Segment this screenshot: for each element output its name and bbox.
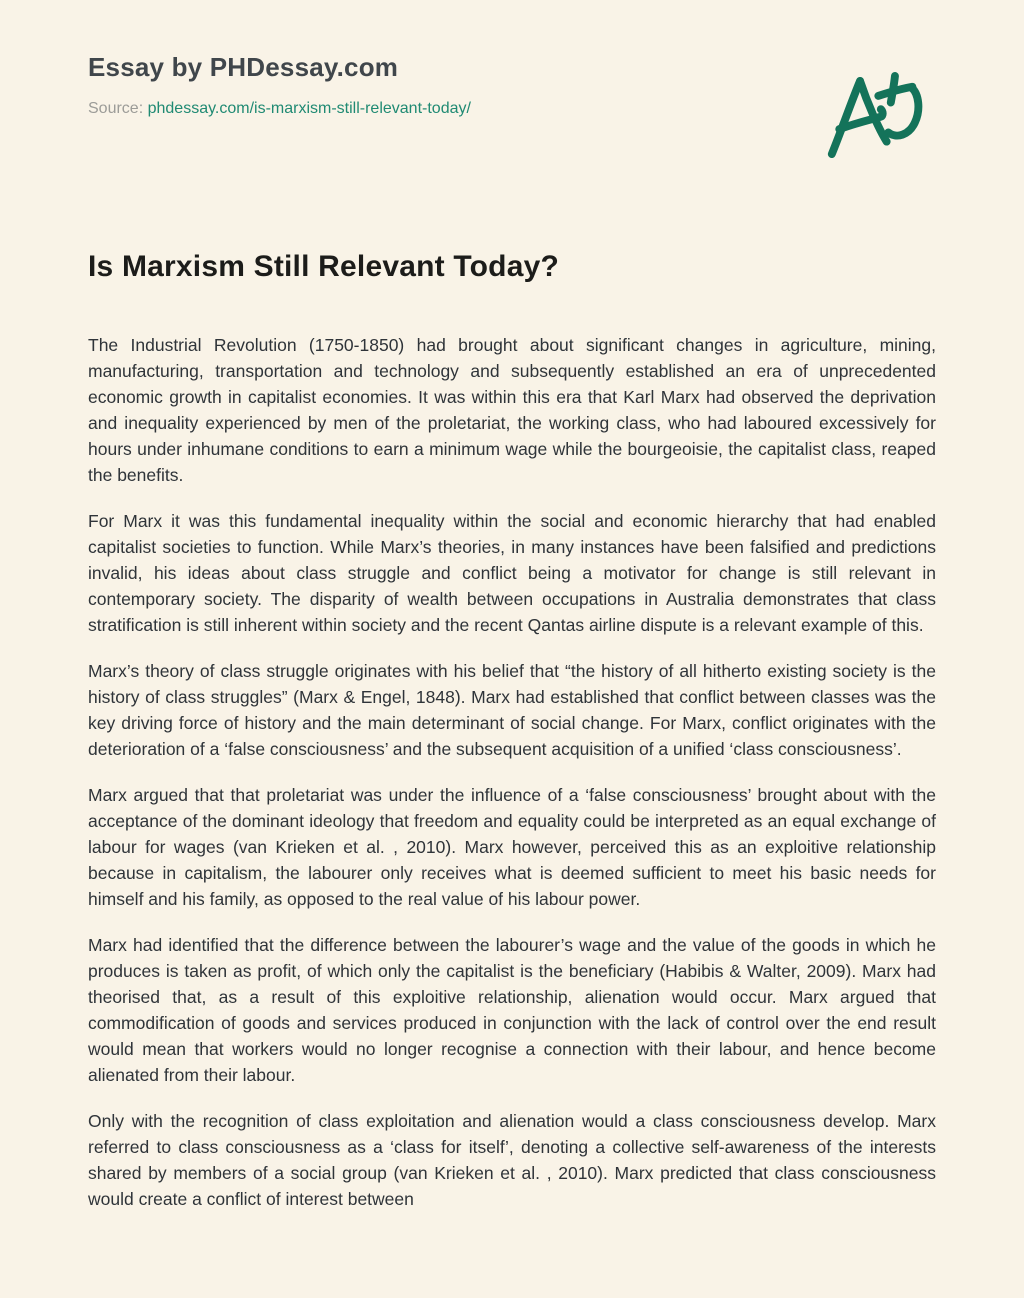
essay-title: Is Marxism Still Relevant Today? — [88, 250, 559, 283]
a-plus-logo-icon — [826, 64, 934, 176]
essay-paragraph: Marx argued that that proletariat was under the influence of a ‘false consciousness’ brought about with the acceptance of the dominant ideology that freedom and equality could be interpreted as an equal exchange of labour for wages (van Krieken et al. , 2010). Marx however, perceived this as an exploitive relationship because in capitalism, the labourer only receives what is deemed sufficient to meet his basic needs for himself and his family, as opposed to the real value of his labour power. — [88, 784, 936, 909]
essay-paragraph: Only with the recognition of class exploitation and alienation would a class consciousness develop. Marx referred to class consciousness as a ‘class for itself’, denoting a collective self-awareness of the interests shared by members of a social group (van Krieken et al. , 2010). Marx predicted that class consciousness would create a conflict of interest between — [88, 1110, 936, 1209]
source-line — [88, 100, 471, 118]
source-label: Source: — [88, 100, 144, 118]
essay-paragraph: Marx’s theory of class struggle originates with his belief that “the history of all hitherto existing society is the history of class struggles” (Marx & Engel, 1848). Marx had established that conflict between classes was the key driving force of history and the main determinant of social change. For Marx, conflict originates with the deterioration of a ‘false consciousness’ and the subsequent acquisition of a unified ‘class consciousness’. — [88, 660, 936, 759]
essay-paragraph: The Industrial Revolution (1750-1850) had brought about significant changes in agriculture, mining, manufacturing, transportation and technology and subsequently established an era of unprecedented economic growth in capitalist economies. It was within this era that Karl Marx had observed the deprivation and inequality experienced by men of the proletariat, the working class, who had laboured excessively for hours under inhumane conditions to earn a minimum wage while the bourgeoisie, the capitalist class, reaped the benefits. — [88, 334, 936, 485]
logo-container — [826, 64, 934, 176]
essay-paragraph: For Marx it was this fundamental inequality within the social and economic hierarchy that had enabled capitalist societies to function. While Marx’s theories, in many instances have been falsified and predictions invalid, his ideas about class struggle and conflict being a motivator for change is still relevant in contemporary society. The disparity of wealth between occupations in Australia demonstrates that class stratification is still inherent within society and the recent Qantas airline dispute is a relevant example of this. — [88, 510, 936, 635]
site-header-title: Essay by PHDessay.com — [88, 52, 399, 82]
source-link[interactable]: phdessay.com/is-marxism-still-relevant-today/ — [147, 100, 471, 118]
header-text-block — [88, 52, 471, 118]
essay-body — [88, 332, 936, 1212]
document-header — [88, 52, 936, 176]
essay-paragraph: Marx had identified that the difference between the labourer’s wage and the value of the goods in which he produces is taken as profit, of which only the capitalist is the beneficiary (Habibis & Walter, 2009). Marx had theorised that, as a result of this exploitive relationship, alienation would occur. Marx argued that commodification of goods and services produced in conjunction with the lack of control over the end result would mean that workers would no longer recognise a connection with their labour, and hence become alienated from their labour. — [88, 934, 936, 1085]
